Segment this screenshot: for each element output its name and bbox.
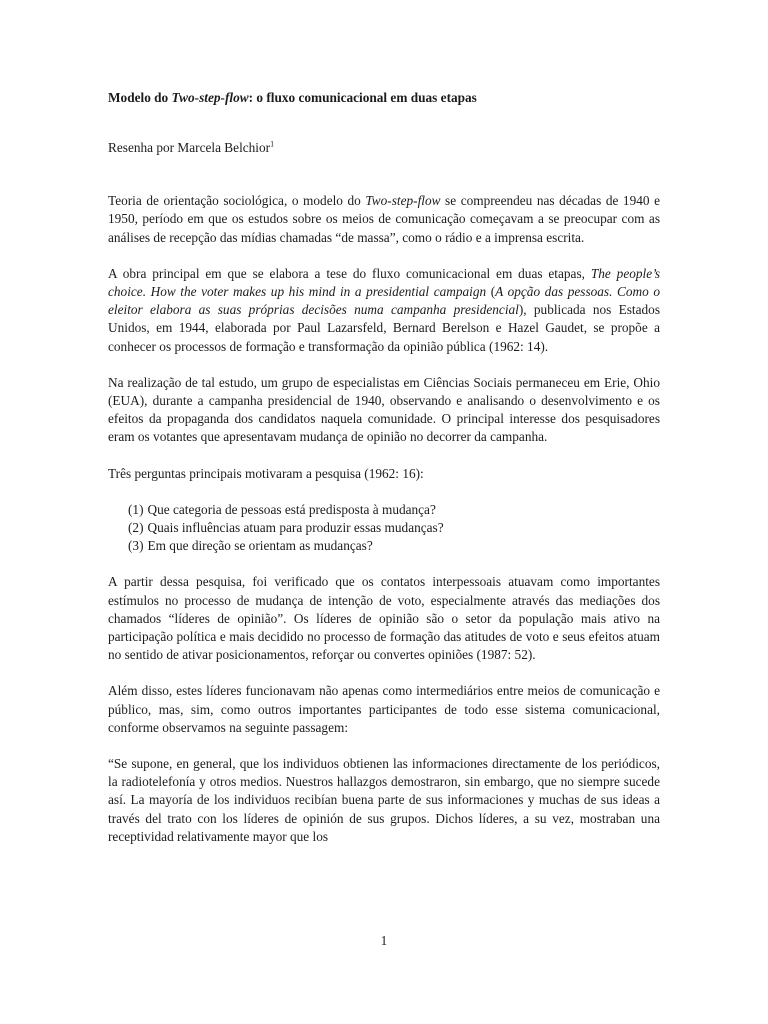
paragraph-1-text-b: se compreendeu nas décadas de 1940 e 1950, período em que os estudos sobre os meios de comunicação começavam a se preocupar com as análises de recepção das mídias chamadas “de massa”, como o rádio e a imprensa escrita. xyxy=(108,193,660,245)
list-item-number: (1) xyxy=(128,501,144,517)
paragraph-2-text-c: ), publicada nos Estados Unidos, em 1944, elaborada por Paul Lazarsfeld, Bernard Berelson e Hazel Gaudet, se propõe a conhecer os processos de formação e transformação da opinião pública (1962: 14). xyxy=(108,302,660,354)
list-item xyxy=(128,537,660,555)
paragraph-2-text-b: ( xyxy=(486,284,496,300)
list-item-text: Em que direção se orientam as mudanças? xyxy=(147,538,373,554)
paragraph-1-italic: Two-step-flow xyxy=(365,193,441,209)
list-item-number: (3) xyxy=(128,538,144,554)
paragraph-4: Três perguntas principais motivaram a pesquisa (1962: 16): xyxy=(108,465,424,481)
paragraph-2-book-title: The people’s choice. How the voter makes up his mind in a presidential campaign xyxy=(108,265,660,300)
paragraph-3: Na realização de tal estudo, um grupo de especialistas em Ciências Sociais permaneceu em Erie, Ohio (EUA), durante a campanha presidencial de 1940, observando e analisando o desenvolvimento e os efeitos da propaganda dos candidatos naquela comunidade. O principal interesse dos pesquisadores eram os votantes que apresentavam mudança de opinião no decorrer da campanha. xyxy=(108,374,660,445)
questions-list xyxy=(108,501,660,556)
paragraph-1-text-a: Teoria de orientação sociológica, o modelo do xyxy=(108,193,366,209)
list-item xyxy=(128,519,660,537)
author-text: Resenha por Marcela Belchior xyxy=(108,140,271,155)
document-title xyxy=(108,89,660,107)
paragraph-5: A partir dessa pesquisa, foi verificado que os contatos interpessoais atuavam como importantes estímulos no processo de mudança de intenção de voto, especialmente através das mediações dos chamados “líderes de opinião”. Os líderes de opinião são o setor da população mais ativo na participação política e mais decidido no processo de formação das atitudes de voto e seus efeitos atuam no sentido de ativar posicionamentos, reforçar ou convertes opiniões (1987: 52). xyxy=(108,574,660,663)
paragraph-2-text-a: A obra principal em que se elabora a tese do fluxo comunicacional em duas etapas, xyxy=(108,265,591,281)
paragraph-6: Além disso, estes líderes funcionavam não apenas como intermediários entre meios de comunicação e público, mas, sim, como outros importantes participantes de todo esse sistema comunicacional, conforme observamos na seguinte passagem: xyxy=(108,683,660,735)
title-prefix: Modelo do xyxy=(108,90,172,105)
paragraph-2-book-translation: A opção das pessoas. Como o eleitor elabora as suas próprias decisões numa campanha presidencial xyxy=(108,284,660,318)
list-item-number: (2) xyxy=(128,520,144,536)
author-line xyxy=(108,139,660,157)
list-item-text: Quais influências atuam para produzir essas mudanças? xyxy=(147,520,444,536)
page-number: 1 xyxy=(380,933,388,948)
title-italic: Two-step-flow xyxy=(171,90,249,105)
footnote-mark[interactable]: 1 xyxy=(270,139,275,149)
page-content xyxy=(108,89,660,846)
list-item-text: Que categoria de pessoas está predisposta à mudança? xyxy=(147,501,436,517)
title-suffix: : o fluxo comunicacional em duas etapas xyxy=(248,90,477,105)
paragraph-1 xyxy=(108,192,660,247)
list-item xyxy=(128,501,660,519)
paragraph-7-quote: “Se supone, en general, que los individuos obtienen las informaciones directamente de los periódicos, la radiotelefonía y otros medios. Nuestros hallazgos demostraron, sin embargo, que no siempre sucede así. La mayoría de los individuos recibían buena parte de sus informaciones y muchas de sus ideas a través del trato con los líderes de opinión de sus grupos. Dichos líderes, a su vez, mostraban una receptividad relativamente mayor que los xyxy=(108,756,660,844)
paragraph-2 xyxy=(108,265,660,356)
